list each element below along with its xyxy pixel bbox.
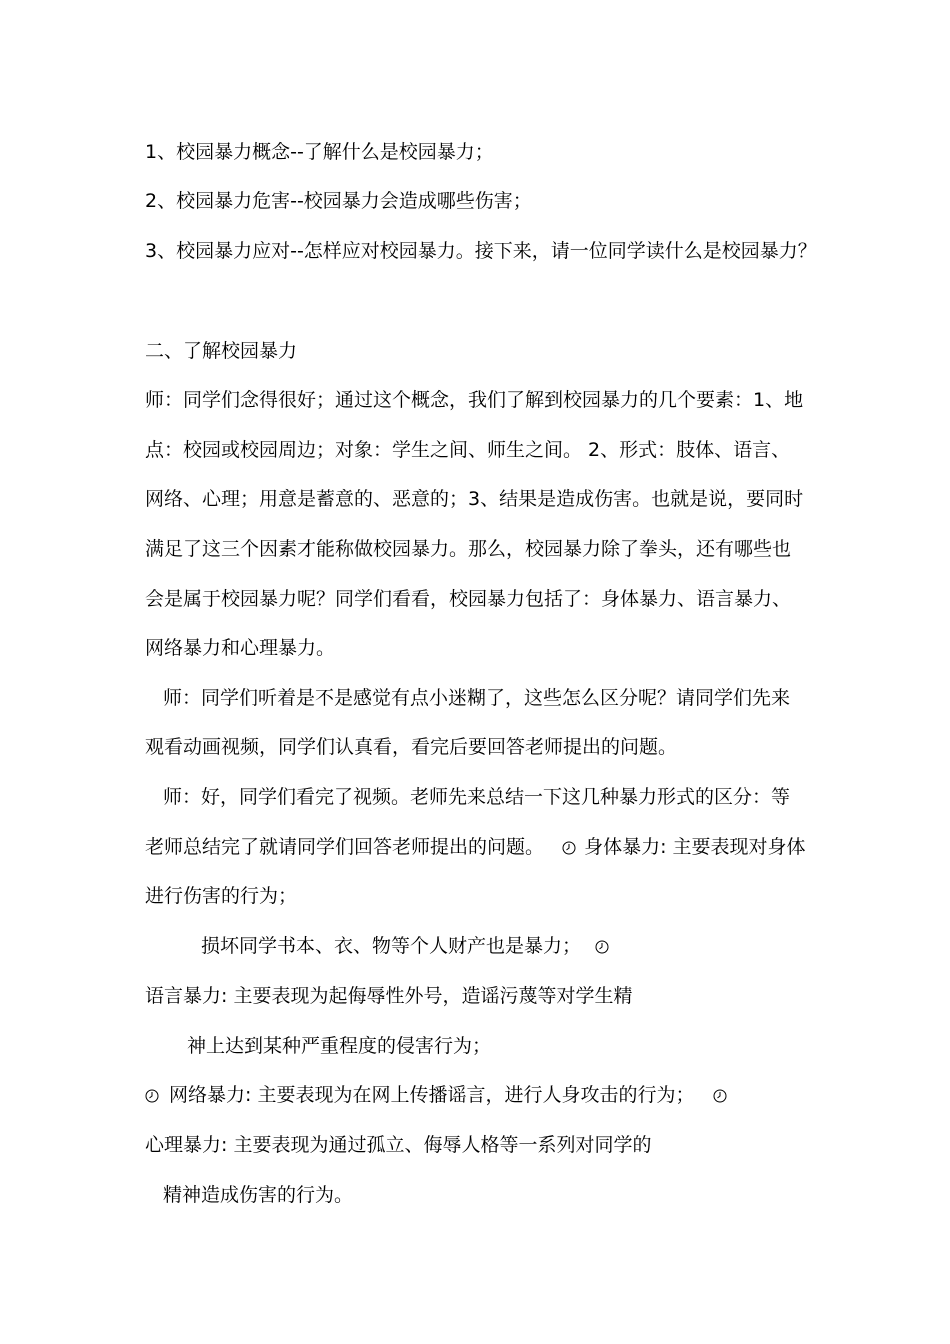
paragraph-line <box>145 1082 729 1108</box>
paragraph-line: 观看动画视频，同学们认真看，看完后要回答老师提出的问题。 <box>145 736 678 758</box>
paragraph-line: 语言暴力: 主要表现为起侮辱性外号，造谣污蔑等对学生精 <box>145 985 633 1007</box>
paragraph-line: 满足了这三个因素才能称做校园暴力。那么，校园暴力除了拳头，还有哪些也 <box>145 538 792 560</box>
clock-icon <box>713 1089 727 1103</box>
paragraph-line: 网络、心理；用意是蓄意的、恶意的；3、结果是造成伤害。也就是说，要同时 <box>145 488 804 510</box>
paragraph-line <box>201 933 611 959</box>
paragraph-line: 网络暴力和心理暴力。 <box>145 637 336 659</box>
physical-violence-text: 身体暴力: 主要表现对身体 <box>584 836 806 858</box>
paragraph-line <box>145 834 806 860</box>
outline-item-2: 2、校园暴力危害--校园暴力会造成哪些伤害； <box>145 190 532 212</box>
paragraph-line: 进行伤害的行为； <box>145 885 298 907</box>
clock-icon <box>145 1089 159 1103</box>
paragraph-line: 精神造成伤害的行为。 <box>163 1184 354 1206</box>
clock-icon <box>562 841 576 855</box>
outline-item-3: 3、校园暴力应对--怎样应对校园暴力。接下来，请一位同学读什么是校园暴力？ <box>145 240 817 262</box>
paragraph-line: 师：同学们念得很好；通过这个概念，我们了解到校园暴力的几个要素：1、地 <box>145 389 804 411</box>
cyber-violence-text: 网络暴力: 主要表现为在网上传播谣言，进行人身攻击的行为； <box>169 1084 695 1106</box>
property-damage-text: 损坏同学书本、衣、物等个人财产也是暴力； <box>201 935 582 957</box>
outline-item-1: 1、校园暴力概念--了解什么是校园暴力； <box>145 141 494 163</box>
section-heading: 二、了解校园暴力 <box>145 340 298 362</box>
paragraph-line: 心理暴力: 主要表现为通过孤立、侮辱人格等一系列对同学的 <box>145 1134 652 1156</box>
paragraph-line: 师：同学们听着是不是感觉有点小迷糊了，这些怎么区分呢？请同学们先来 <box>163 687 791 709</box>
clock-icon <box>595 940 609 954</box>
summary-text: 老师总结完了就请同学们回答老师提出的问题。 <box>145 836 545 858</box>
paragraph-line: 点：校园或校园周边；对象：学生之间、师生之间。 2、形式：肢体、语言、 <box>145 439 791 461</box>
paragraph-line: 师：好，同学们看完了视频。老师先来总结一下这几种暴力形式的区分：等 <box>163 786 791 808</box>
paragraph-line: 会是属于校园暴力呢？同学们看看，校园暴力包括了：身体暴力、语言暴力、 <box>145 588 792 610</box>
paragraph-line: 神上达到某种严重程度的侵害行为； <box>187 1035 492 1057</box>
